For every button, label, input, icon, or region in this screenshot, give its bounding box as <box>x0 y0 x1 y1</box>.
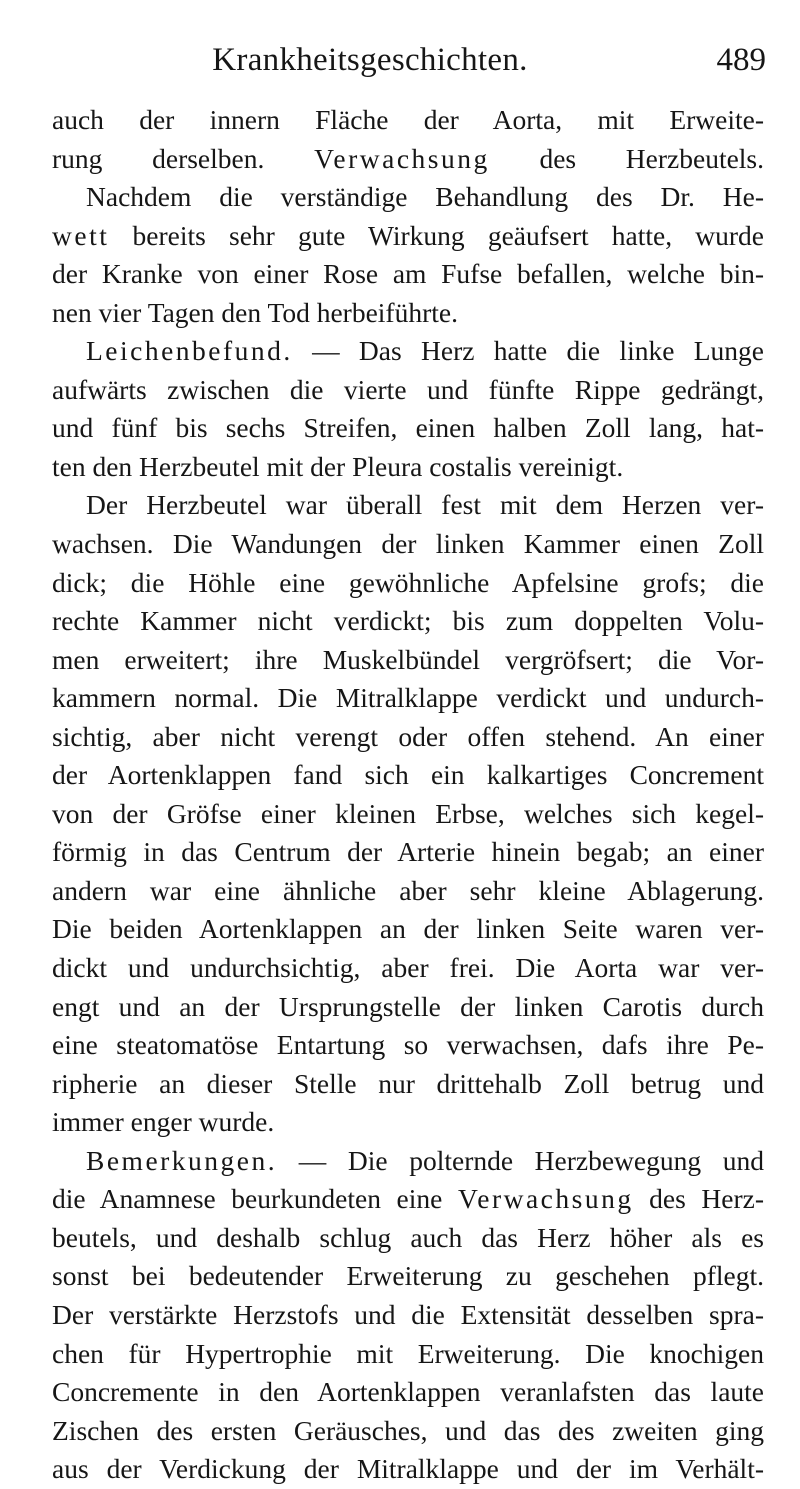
text-line: der Aortenklappen fand sich ein kalkartiges Concrement <box>52 759 764 791</box>
text-line: die Anamnese beurkundeten eine Verwachsung des Herz- <box>52 1183 764 1215</box>
text-line: der Kranke von einer Rose am Fufse befallen, welche bin- <box>52 258 764 290</box>
text-line: ten den Herzbeutel mit der Pleura costalis vereinigt. <box>52 450 624 482</box>
text-line: von der Gröfse einer kleinen Erbse, welches sich kegel- <box>52 797 764 829</box>
text-line: und fünf bis sechs Streifen, einen halben Zoll lang, hat- <box>52 412 764 444</box>
page-header <box>0 42 800 92</box>
running-title: Krankheitsgeschichten. <box>212 42 528 78</box>
text-line: Der verstärkte Herzstofs und die Extensität desselben spra- <box>52 1298 764 1330</box>
text-line: sichtig, aber nicht verengt oder offen stehend. An einer <box>52 720 764 752</box>
text-line: dick; die Höhle eine gewöhnliche Apfelsine grofs; die <box>52 566 764 598</box>
text-line: aus der Verdickung der Mitralklappe und der im Verhält- <box>52 1453 764 1485</box>
text-line: Concremente in den Aortenklappen veranlafsten das laute <box>52 1376 764 1408</box>
text-line: auch der innern Fläche der Aorta, mit Erweite- <box>52 104 764 135</box>
text-line: Zischen des ersten Geräusches, und das des zweiten ging <box>52 1414 764 1446</box>
text-line: eine steatomatöse Entartung so verwachsen, dafs ihre Pe- <box>52 1029 764 1061</box>
text-line: Der Herzbeutel war überall fest mit dem Herzen ver- <box>86 489 764 521</box>
text-line: ripherie an dieser Stelle nur drittehalb Zoll betrug und <box>52 1067 764 1099</box>
text-line: wachsen. Die Wandungen der linken Kammer einen Zoll <box>52 528 764 560</box>
text-line: Leichenbefund. — Das Herz hatte die linke Lunge <box>86 335 764 367</box>
text-line: beutels, und deshalb schlug auch das Herz höher als es <box>52 1221 764 1253</box>
text-line: Nachdem die verständige Behandlung des Dr. He- <box>86 181 764 213</box>
text-line: andern war eine ähnliche aber sehr kleine Ablagerung. <box>52 874 764 906</box>
text-line: chen für Hypertrophie mit Erweiterung. Die knochigen <box>52 1337 764 1369</box>
body-text <box>52 101 764 1489</box>
text-line: Bemerkungen. — Die polternde Herzbewegung und <box>86 1144 764 1176</box>
text-line: nen vier Tagen den Tod herbeiführte. <box>52 296 458 328</box>
text-line: men erweitert; ihre Muskelbündel vergröfsert; die Vor- <box>52 643 764 675</box>
text-line: Die beiden Aortenklappen an der linken Seite waren ver- <box>52 913 764 945</box>
text-line: kammern normal. Die Mitralklappe verdickt und undurch- <box>52 682 764 714</box>
text-line: immer enger wurde. <box>52 1106 275 1138</box>
text-line: rung derselben. Verwachsung des Herzbeutels. <box>52 142 765 174</box>
text-line: dickt und undurchsichtig, aber frei. Die Aorta war ver- <box>52 952 764 984</box>
text-line: sonst bei bedeutender Erweiterung zu geschehen pflegt. <box>52 1260 764 1292</box>
text-line: aufwärts zwischen die vierte und fünfte Rippe gedrängt, <box>52 373 764 405</box>
page-number: 489 <box>716 42 766 78</box>
text-line: engt und an der Ursprungstelle der linken Carotis durch <box>52 990 764 1022</box>
text-line: förmig in das Centrum der Arterie hinein begab; an einer <box>52 836 764 868</box>
text-line: rechte Kammer nicht verdickt; bis zum doppelten Volu- <box>52 605 764 637</box>
text-line: wett bereits sehr gute Wirkung geäufsert hatte, wurde <box>52 219 764 251</box>
